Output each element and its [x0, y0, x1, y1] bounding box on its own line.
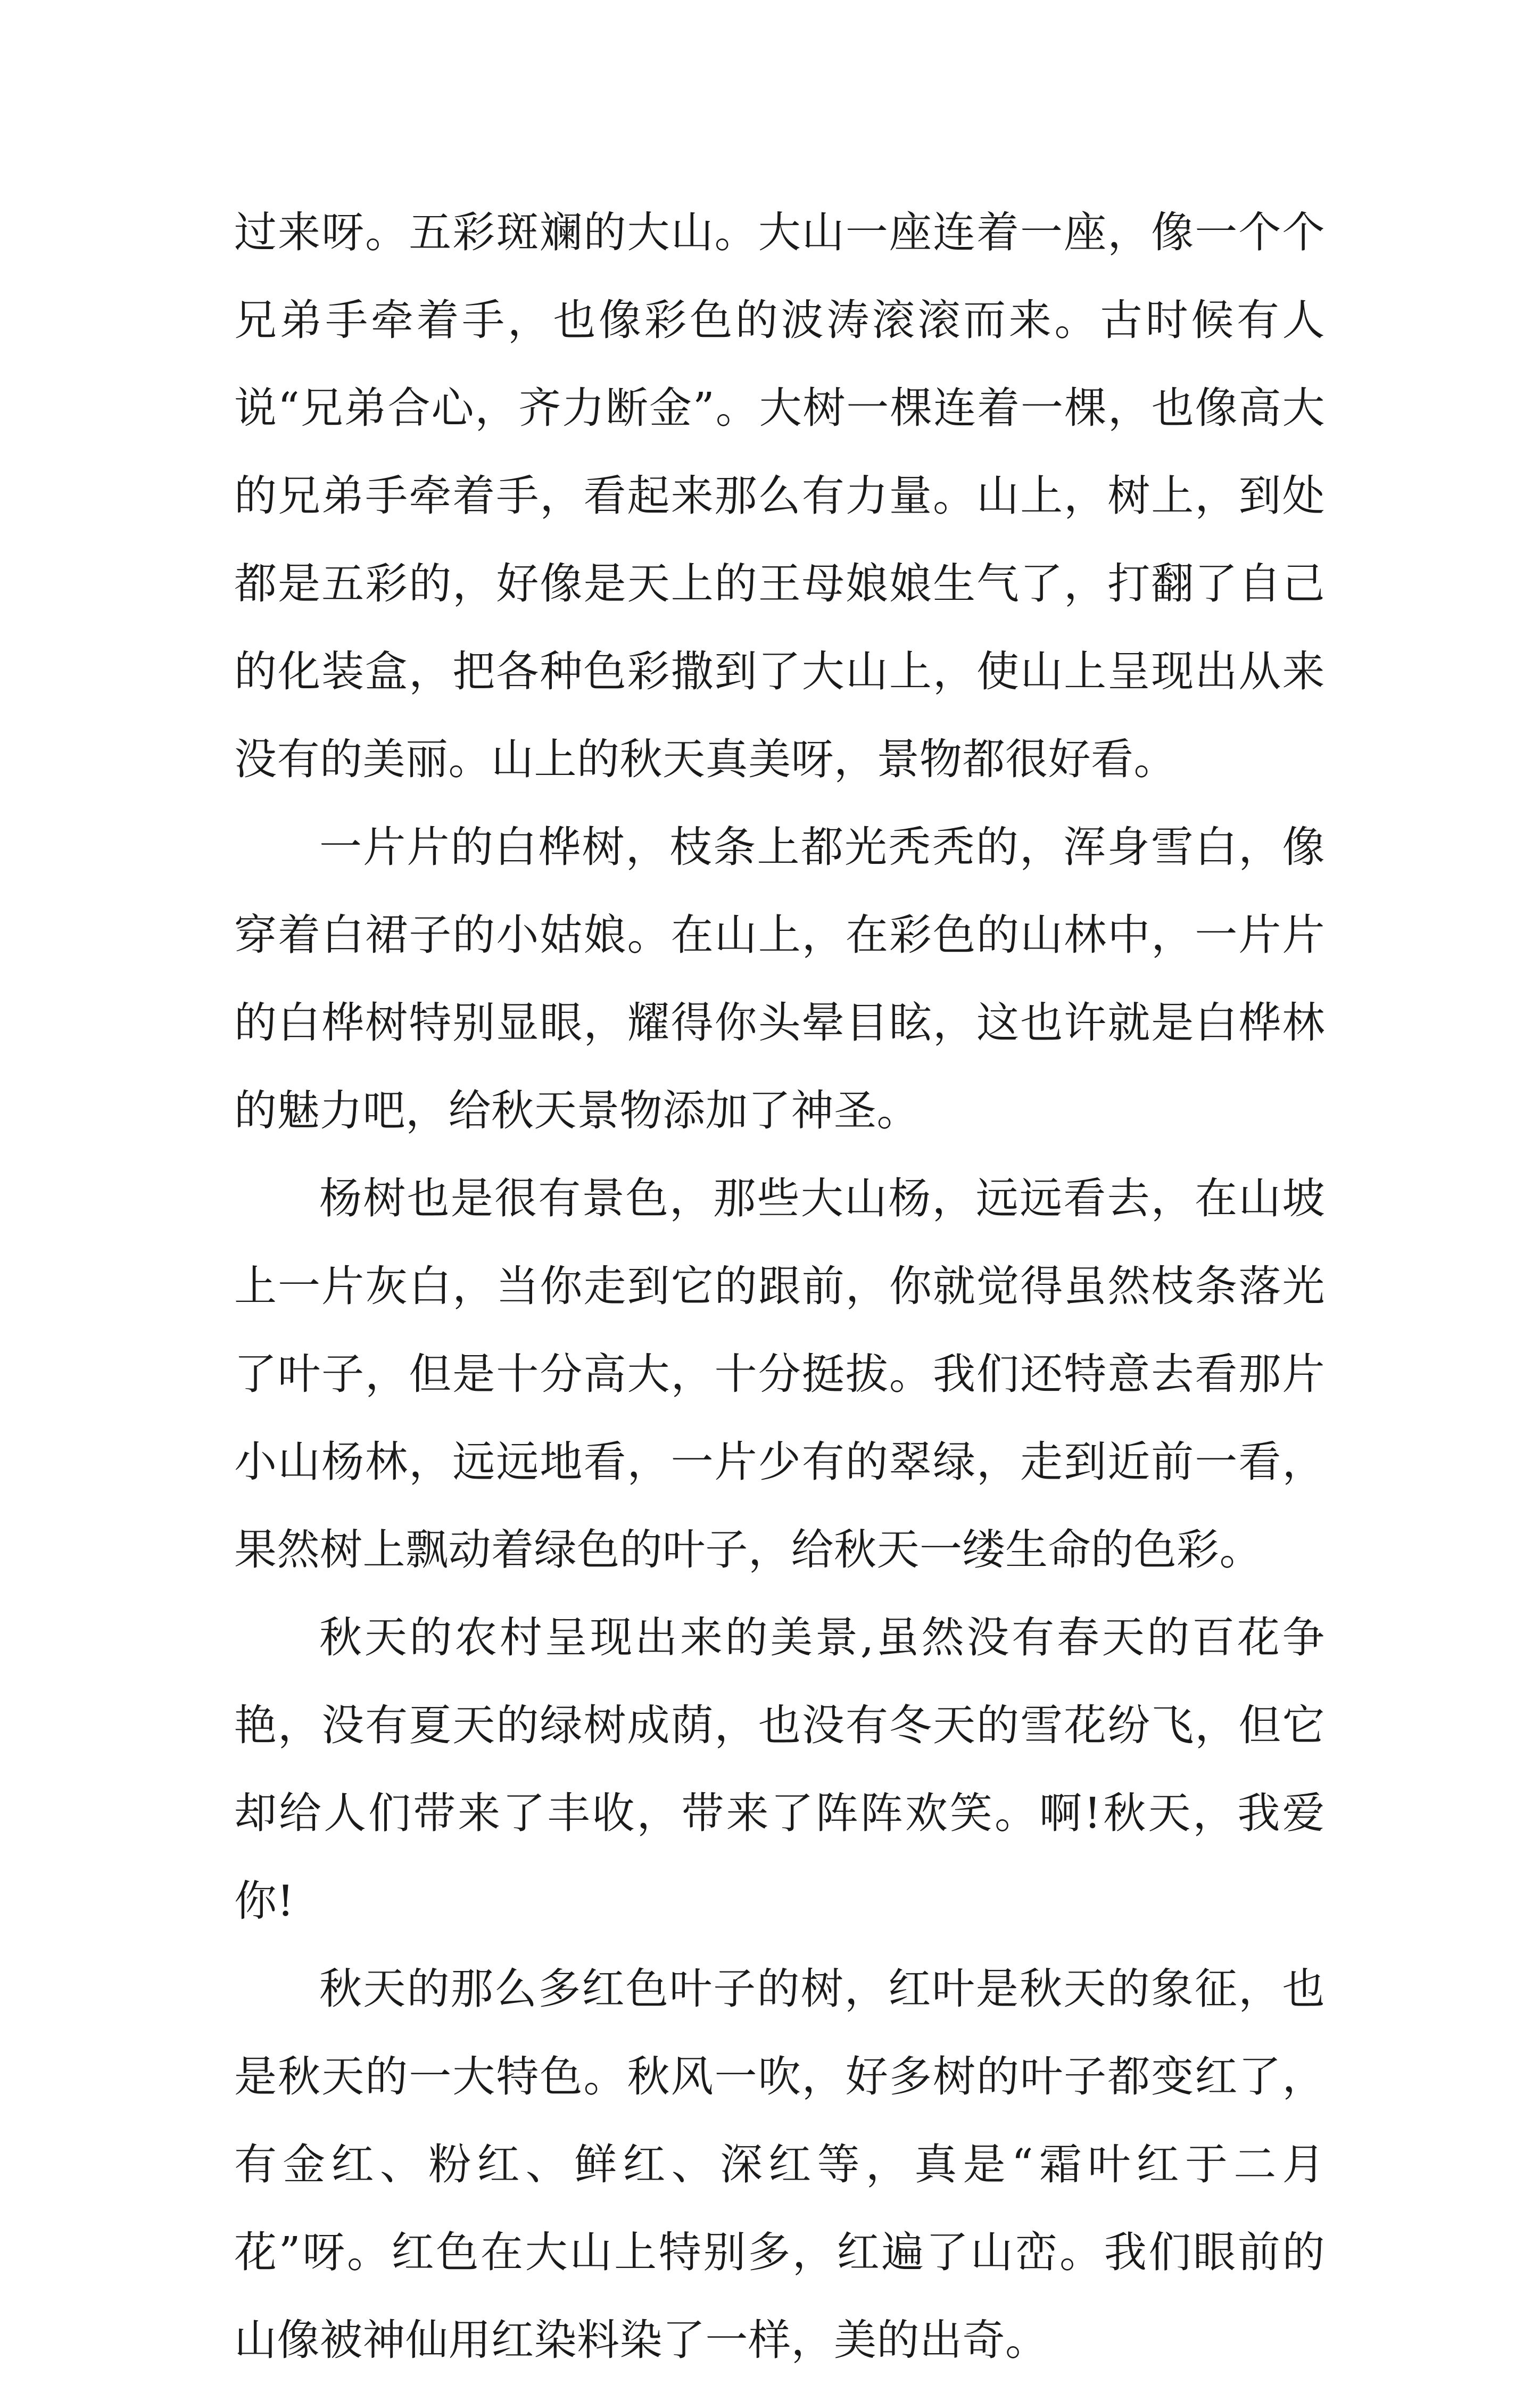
paragraph-4: 秋天的农村呈现出来的美景,虽然没有春天的百花争艳，没有夏天的绿树成荫，也没有冬天的雪花纷飞，但它却给人们带来了丰收，带来了阵阵欢笑。啊!秋天，我爱你! [234, 1613, 1325, 1926]
paragraph-1: 过来呀。五彩斑斓的大山。大山一座连着一座，像一个个兄弟手牵着手，也像彩色的波涛滚滚而来。古时候有人说“兄弟合心，齐力断金”。大树一棵连着一棵，也像高大的兄弟手牵着手，看起来那么有力量。山上，树上，到处都是五彩的，好像是天上的王母娘娘生气了，打翻了自己的化装盒，把各种色彩撒到了大山上，使山上呈现出从来没有的美丽。山上的秋天真美呀，景物都很好看。 [234, 208, 1325, 784]
paragraph-2: 一片片的白桦树，枝条上都光秃秃的，浑身雪白，像穿着白裙子的小姑娘。在山上，在彩色的山林中，一片片的白桦树特别显眼，耀得你头晕目眩，这也许就是白桦林的魅力吧，给秋天景物添加了神圣。 [234, 822, 1325, 1135]
paragraph-3: 杨树也是很有景色，那些大山杨，远远看去，在山坡上一片灰白，当你走到它的跟前，你就觉得虽然枝条落光了叶子，但是十分高大，十分挺拔。我们还特意去看那片小山杨林，远远地看，一片少有的翠绿，走到近前一看，果然树上飘动着绿色的叶子，给秋天一缕生命的色彩。 [234, 1174, 1325, 1574]
paragraph-5: 秋天的那么多红色叶子的树，红叶是秋天的象征，也是秋天的一大特色。秋风一吹，好多树的叶子都变红了，有金红、粉红、鲜红、深红等，真是“霜叶红于二月花”呀。红色在大山上特别多，红遍了山峦。我们眼前的山像被神仙用红染料染了一样，美的出奇。 [234, 1964, 1325, 2365]
body-text [234, 188, 1325, 2384]
